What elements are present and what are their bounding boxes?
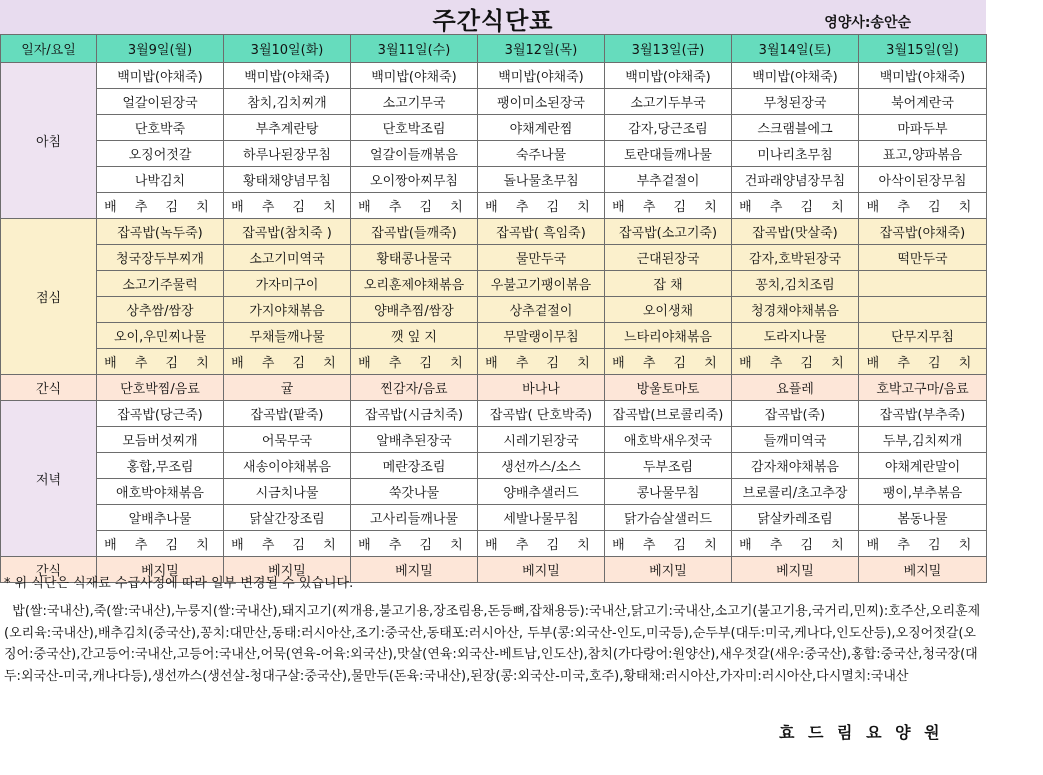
menu-cell: 상추쌈/쌈장: [97, 297, 224, 323]
menu-cell: 메란장조림: [351, 453, 478, 479]
menu-cell: 단호박조림: [351, 115, 478, 141]
menu-cell: 배 추 김 치: [859, 531, 987, 557]
menu-cell: 베지밀: [97, 557, 224, 583]
menu-cell: 토란대들깨나물: [605, 141, 732, 167]
origin-info: [4, 601, 984, 687]
menu-cell: 청경채야채볶음: [732, 297, 859, 323]
lunch-row: [1, 219, 987, 245]
menu-cell: 표고,양파볶음: [859, 141, 987, 167]
menu-cell: 얼갈이들깨볶음: [351, 141, 478, 167]
menu-cell: 베지밀: [351, 557, 478, 583]
menu-cell: 청국장두부찌개: [97, 245, 224, 271]
menu-cell: 오이짱아찌무침: [351, 167, 478, 193]
menu-cell: 베지밀: [605, 557, 732, 583]
menu-cell: 배 추 김 치: [351, 531, 478, 557]
menu-cell: 오징어젓갈: [97, 141, 224, 167]
header-row: [1, 35, 987, 63]
menu-cell: 어묵무국: [224, 427, 351, 453]
breakfast-row: [1, 63, 987, 89]
menu-cell: 배 추 김 치: [478, 531, 605, 557]
menu-cell: 배 추 김 치: [605, 349, 732, 375]
menu-cell: 가지야채볶음: [224, 297, 351, 323]
breakfast-row: [1, 89, 987, 115]
menu-cell: 배 추 김 치: [224, 349, 351, 375]
menu-cell: 방울토마토: [605, 375, 732, 401]
menu-cell: 물만두국: [478, 245, 605, 271]
menu-cell: 팽이,부추볶음: [859, 479, 987, 505]
menu-cell: 황태콩나물국: [351, 245, 478, 271]
page-title: 주간식단표: [432, 7, 554, 35]
menu-cell: 배 추 김 치: [478, 193, 605, 219]
menu-cell: 얼갈이된장국: [97, 89, 224, 115]
menu-cell: 황태채양념무침: [224, 167, 351, 193]
breakfast-row: [1, 141, 987, 167]
menu-cell: 닭살간장조림: [224, 505, 351, 531]
menu-cell: 무채들깨나물: [224, 323, 351, 349]
menu-cell: 바나나: [478, 375, 605, 401]
menu-cell: 잡곡밥(들깨죽): [351, 219, 478, 245]
menu-cell: 감자채야채볶음: [732, 453, 859, 479]
menu-cell: 배 추 김 치: [859, 193, 987, 219]
menu-cell: 시금치나물: [224, 479, 351, 505]
day-header: 3월15일(일): [859, 35, 987, 63]
breakfast-row: [1, 193, 987, 219]
menu-cell: 호박고구마/음료: [859, 375, 987, 401]
menu-cell: 닭살카레조림: [732, 505, 859, 531]
menu-cell: 숙주나물: [478, 141, 605, 167]
menu-cell: 참치,김치찌개: [224, 89, 351, 115]
day-header: 3월14일(토): [732, 35, 859, 63]
lunch-row: [1, 323, 987, 349]
menu-cell: 꽁치,김치조림: [732, 271, 859, 297]
menu-cell: 배 추 김 치: [97, 531, 224, 557]
menu-cell: 잡곡밥( 흑임죽): [478, 219, 605, 245]
menu-cell: 홍합,무조림: [97, 453, 224, 479]
menu-cell: 브로콜리/초고추장: [732, 479, 859, 505]
menu-cell: 두부,김치찌개: [859, 427, 987, 453]
menu-cell: 생선까스/소스: [478, 453, 605, 479]
menu-cell: 고사리들깨나물: [351, 505, 478, 531]
dinner-row: [1, 531, 987, 557]
menu-cell: 베지밀: [859, 557, 987, 583]
dinner-row: [1, 479, 987, 505]
breakfast-row: [1, 115, 987, 141]
menu-cell: 부추계란탕: [224, 115, 351, 141]
menu-cell: 배 추 김 치: [224, 531, 351, 557]
menu-cell: 백미밥(야채죽): [224, 63, 351, 89]
menu-cell: 떡만두국: [859, 245, 987, 271]
menu-cell: 잡곡밥(야채죽): [859, 219, 987, 245]
lunch-label: 점심: [1, 219, 97, 375]
menu-cell: 무청된장국: [732, 89, 859, 115]
day-header: 3월11일(수): [351, 35, 478, 63]
menu-cell: 잡곡밥(부추죽): [859, 401, 987, 427]
menu-cell: 들깨미역국: [732, 427, 859, 453]
menu-cell: 백미밥(야채죽): [97, 63, 224, 89]
menu-cell: 두부조림: [605, 453, 732, 479]
day-header: 3월10일(화): [224, 35, 351, 63]
menu-cell: 잡곡밥(시금치죽): [351, 401, 478, 427]
facility-name: 효 드 림 요 양 원: [779, 723, 944, 742]
menu-cell: 단무지무침: [859, 323, 987, 349]
snack2-label: 간식: [1, 557, 97, 583]
menu-cell: 아삭이된장무침: [859, 167, 987, 193]
menu-cell: 잡곡밥(당근죽): [97, 401, 224, 427]
menu-cell: 팽이미소된장국: [478, 89, 605, 115]
menu-cell: 잡곡밥(녹두죽): [97, 219, 224, 245]
menu-cell: 소고기두부국: [605, 89, 732, 115]
menu-cell: 요플레: [732, 375, 859, 401]
menu-cell: 잡곡밥(소고기죽): [605, 219, 732, 245]
menu-cell: 콩나물무침: [605, 479, 732, 505]
menu-cell: 배 추 김 치: [605, 193, 732, 219]
menu-cell: 도라지나물: [732, 323, 859, 349]
menu-cell: 백미밥(야채죽): [605, 63, 732, 89]
title-bar: [0, 0, 986, 34]
menu-cell: 소고기주물럭: [97, 271, 224, 297]
menu-cell: 양배추찜/쌈장: [351, 297, 478, 323]
menu-cell: 배 추 김 치: [224, 193, 351, 219]
menu-cell: 상추겉절이: [478, 297, 605, 323]
menu-cell: 나박김치: [97, 167, 224, 193]
menu-cell: 귤: [224, 375, 351, 401]
menu-cell: 배 추 김 치: [97, 193, 224, 219]
change-notice: * 위 식단은 식재료 수급사정에 따라 일부 변경될 수 있습니다.: [4, 576, 354, 591]
menu-cell: 배 추 김 치: [732, 531, 859, 557]
menu-cell: 배 추 김 치: [732, 349, 859, 375]
snack-row: [1, 375, 987, 401]
weekly-menu-table: [0, 34, 987, 583]
menu-cell: [859, 271, 987, 297]
dinner-row: [1, 453, 987, 479]
menu-cell: 배 추 김 치: [351, 193, 478, 219]
day-header: 3월12일(목): [478, 35, 605, 63]
menu-cell: 백미밥(야채죽): [732, 63, 859, 89]
menu-cell: 시레기된장국: [478, 427, 605, 453]
menu-cell: 북어계란국: [859, 89, 987, 115]
menu-cell: 스크램블에그: [732, 115, 859, 141]
corner-label: 일자/요일: [1, 35, 97, 63]
menu-cell: 모듬버섯찌개: [97, 427, 224, 453]
menu-cell: 배 추 김 치: [732, 193, 859, 219]
menu-cell: 무말랭이무침: [478, 323, 605, 349]
dinner-row: [1, 505, 987, 531]
menu-cell: 깻 잎 지: [351, 323, 478, 349]
breakfast-label: 아침: [1, 63, 97, 219]
dietitian-name: 영양사:송안순: [824, 15, 911, 31]
day-header: 3월13일(금): [605, 35, 732, 63]
menu-cell: 오리훈제야채볶음: [351, 271, 478, 297]
menu-cell: 소고기미역국: [224, 245, 351, 271]
menu-cell: 배 추 김 치: [97, 349, 224, 375]
dinner-row: [1, 427, 987, 453]
dinner-label: 저녁: [1, 401, 97, 557]
menu-cell: 백미밥(야채죽): [478, 63, 605, 89]
menu-cell: 베지밀: [478, 557, 605, 583]
menu-cell: 알배추된장국: [351, 427, 478, 453]
menu-cell: 잡곡밥(맛살죽): [732, 219, 859, 245]
menu-cell: 잡곡밥(참치죽 ): [224, 219, 351, 245]
menu-cell: 백미밥(야채죽): [859, 63, 987, 89]
menu-cell: 잡곡밥( 단호박죽): [478, 401, 605, 427]
menu-cell: 배 추 김 치: [859, 349, 987, 375]
menu-cell: 감자,당근조림: [605, 115, 732, 141]
menu-cell: 베지밀: [224, 557, 351, 583]
day-header: 3월9일(월): [97, 35, 224, 63]
menu-cell: 알배추나물: [97, 505, 224, 531]
menu-cell: 우불고기팽이볶음: [478, 271, 605, 297]
menu-cell: 단호박죽: [97, 115, 224, 141]
menu-cell: 배 추 김 치: [605, 531, 732, 557]
menu-cell: 단호박찜/음료: [97, 375, 224, 401]
menu-cell: 돌나물초무침: [478, 167, 605, 193]
menu-cell: 애호박새우젓국: [605, 427, 732, 453]
origin-text: 밥(쌀:국내산),죽(쌀:국내산),누룽지(쌀:국내산),돼지고기(찌개용,불고기용,장조림용,돈등뼈,잡채용등):국내산,닭고기:국내산,소고기(불고기용,국거리,민찌):호주산,오리훈제(오리육:국내산),배추김치(중국산),꽁치:대만산,동태:러시아산,조기:중국산,동태포:러시아산, 두부(콩:외국산-인도,미국등),순두부(대두:미국,케나다,인도산등),오징어젓갈(오징어:중국산),간고등어:국내산,고등어:국내산,어묵(연육-어육:외국산),맛살(연육:외국산-베트남,인도산),참치(가다랑어:원양산),새우젓갈(새우:중국산),홍합:중국산,청국장(대두:외국산-미국,캐나다등),생선까스(생선살-청대구살:중국산),물만두(돈육:국내산),된장(콩:외국산-미국,호주),황태채:러시아산,가자미:러시아산,다시멸치:국내산: [4, 604, 981, 684]
menu-cell: 하루나된장무침: [224, 141, 351, 167]
menu-cell: 부추겉절이: [605, 167, 732, 193]
menu-cell: 양배추샐러드: [478, 479, 605, 505]
menu-cell: [859, 297, 987, 323]
menu-cell: 봄동나물: [859, 505, 987, 531]
menu-cell: 쑥갓나물: [351, 479, 478, 505]
menu-cell: 마파두부: [859, 115, 987, 141]
lunch-row: [1, 349, 987, 375]
menu-cell: 닭가슴살샐러드: [605, 505, 732, 531]
lunch-row: [1, 271, 987, 297]
menu-cell: 오이,우민찌나물: [97, 323, 224, 349]
menu-cell: 가자미구이: [224, 271, 351, 297]
lunch-row: [1, 245, 987, 271]
snack-label: 간식: [1, 375, 97, 401]
menu-cell: 잡곡밥(브로콜리죽): [605, 401, 732, 427]
breakfast-row: [1, 167, 987, 193]
menu-cell: 오이생채: [605, 297, 732, 323]
menu-cell: 백미밥(야채죽): [351, 63, 478, 89]
menu-cell: 배 추 김 치: [478, 349, 605, 375]
menu-cell: 소고기무국: [351, 89, 478, 115]
menu-cell: 미나리초무침: [732, 141, 859, 167]
menu-cell: 야채계란찜: [478, 115, 605, 141]
menu-cell: 잡곡밥(팥죽): [224, 401, 351, 427]
menu-cell: 잡 채: [605, 271, 732, 297]
dinner-row: [1, 401, 987, 427]
menu-cell: 감자,호박된장국: [732, 245, 859, 271]
menu-cell: 애호박야채볶음: [97, 479, 224, 505]
menu-cell: 느타리야채볶음: [605, 323, 732, 349]
lunch-row: [1, 297, 987, 323]
menu-cell: 야채계란말이: [859, 453, 987, 479]
menu-cell: 베지밀: [732, 557, 859, 583]
menu-cell: 배 추 김 치: [351, 349, 478, 375]
menu-cell: 세발나물무침: [478, 505, 605, 531]
menu-cell: 근대된장국: [605, 245, 732, 271]
menu-cell: 건파래양념장무침: [732, 167, 859, 193]
menu-cell: 잡곡밥(죽): [732, 401, 859, 427]
menu-cell: 찐감자/음료: [351, 375, 478, 401]
menu-cell: 새송이야채볶음: [224, 453, 351, 479]
